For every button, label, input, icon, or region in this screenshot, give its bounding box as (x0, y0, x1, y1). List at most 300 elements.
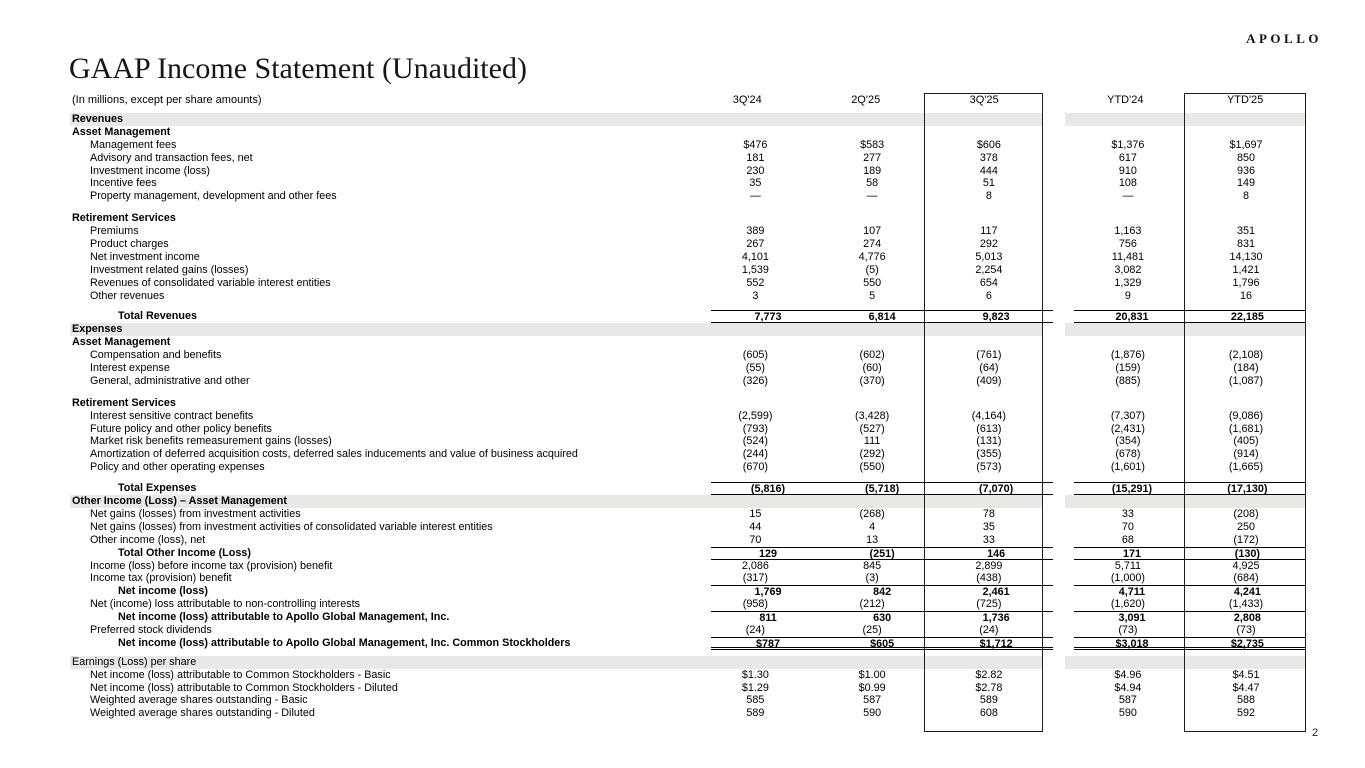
quarter-values-group (697, 177, 1047, 190)
value-cell (806, 113, 924, 126)
column-gap (1053, 547, 1074, 560)
spacer-row (70, 474, 1305, 482)
value-cell: (670) (742, 461, 768, 474)
value-cell: 4 (869, 520, 876, 533)
table-row (70, 682, 1305, 695)
quarter-values-group (697, 598, 1047, 611)
table-row (70, 448, 1305, 461)
value-cell (688, 323, 806, 336)
value-cell: (761) (976, 349, 1002, 362)
value-cell: 4,925 (1232, 559, 1260, 572)
row-label: Interest sensitive contract benefits (90, 409, 254, 422)
ytd-values-group (1074, 585, 1305, 598)
value-cell: 3,091 (1118, 612, 1146, 625)
value-cell: 842 (873, 586, 892, 599)
row-label: Other revenues (90, 289, 165, 302)
value-cell: (130) (1234, 547, 1260, 560)
value-cell: 15 (749, 507, 762, 520)
value-cell: $4.51 (1232, 668, 1260, 681)
value-cell: 3 (752, 289, 759, 302)
value-cell: (244) (742, 448, 768, 461)
table-row (70, 637, 1305, 650)
value-cell (925, 212, 1043, 225)
value-cell (688, 656, 806, 669)
table-row (70, 611, 1305, 624)
value-cell: $2.78 (975, 681, 1003, 694)
value-cell: (958) (742, 598, 768, 611)
value-cell: (354) (1115, 435, 1141, 448)
row-label: Earnings (Loss) per share (70, 656, 688, 669)
row-label: Weighted average shares outstanding - Diluted (90, 707, 315, 720)
quarter-values-group (697, 707, 1047, 720)
ytd-values-group (1069, 448, 1305, 461)
quarter-values-group (697, 521, 1047, 534)
value-cell (925, 336, 1043, 349)
value-cell: (208) (1233, 507, 1259, 520)
value-cell: 44 (749, 520, 762, 533)
value-cell: $1.00 (858, 668, 886, 681)
value-cell: 378 (979, 151, 998, 164)
row-label: Expenses (70, 323, 688, 336)
column-gap (1043, 336, 1065, 349)
page-number: 2 (1312, 727, 1319, 739)
table-row (70, 113, 1305, 126)
value-cell (1065, 113, 1185, 126)
quarter-values-group (697, 534, 1047, 547)
quarter-values-group (697, 461, 1047, 474)
column-gap (1043, 323, 1065, 336)
ytd-values-group (1069, 165, 1305, 178)
column-gap (1047, 264, 1069, 277)
quarter-values-group (697, 410, 1047, 423)
value-cell: 617 (1118, 151, 1137, 164)
table-row (70, 152, 1305, 165)
column-gap (1047, 448, 1069, 461)
value-cell: 2,086 (741, 559, 769, 572)
value-cell: $0.99 (858, 681, 886, 694)
value-cell: 13 (866, 533, 879, 546)
value-cell (1065, 212, 1185, 225)
ytd-values-group (1065, 397, 1305, 410)
value-cell (925, 323, 1043, 336)
value-cell: $1,712 (979, 637, 1013, 650)
column-gap (1053, 585, 1074, 598)
quarter-values-group (697, 448, 1047, 461)
value-cell: (2,431) (1110, 422, 1146, 435)
ytd-values-group (1069, 598, 1305, 611)
row-label: Asset Management (72, 336, 171, 349)
table-row (70, 694, 1305, 707)
column-gap (1047, 375, 1069, 388)
value-cell: 589 (979, 694, 998, 707)
row-label: Retirement Services (72, 212, 176, 225)
ytd-values-group (1069, 461, 1305, 474)
column-gap (1047, 461, 1069, 474)
value-cell (688, 397, 806, 410)
value-cell: $4.47 (1232, 681, 1260, 694)
value-cell: (5,816) (750, 483, 786, 496)
value-cell: (24) (979, 623, 999, 636)
value-cell: 4,776 (858, 250, 886, 263)
table-row (70, 482, 1305, 495)
value-cell (806, 323, 924, 336)
table-row (70, 375, 1305, 388)
value-cell: (3) (865, 572, 879, 585)
column-gap (1047, 238, 1069, 251)
column-gap (1047, 508, 1069, 521)
ytd-values-group (1065, 212, 1305, 225)
ytd-values-group (1069, 423, 1305, 436)
row-label: Asset Management (72, 125, 171, 138)
value-cell (1185, 212, 1305, 225)
ytd-values-group (1074, 482, 1305, 495)
row-label: Net income (loss) attributable to Apollo Global Management, Inc. (118, 611, 450, 624)
column-gap (1053, 310, 1074, 323)
value-cell: (1,620) (1110, 598, 1146, 611)
ytd-columns-group (1065, 94, 1305, 113)
value-cell: 351 (1236, 225, 1255, 238)
quarter-values-group (688, 656, 1043, 669)
value-cell: (7,070) (979, 483, 1014, 496)
units-note: (In millions, except per share amounts) (72, 94, 262, 106)
quarter-values-group (697, 624, 1047, 637)
row-label: Total Revenues (118, 310, 197, 323)
value-cell: (3,428) (855, 409, 890, 422)
column-gap (1047, 707, 1069, 720)
value-cell: (7,307) (1110, 409, 1146, 422)
value-cell: (17,130) (1227, 483, 1268, 496)
column-gap (1047, 669, 1069, 682)
value-cell: (573) (976, 461, 1002, 474)
value-cell: 4,101 (741, 250, 769, 263)
value-cell: 181 (746, 151, 765, 164)
table-row (70, 624, 1305, 637)
value-cell: 608 (979, 707, 998, 720)
table-row (70, 495, 1305, 508)
column-gap (1053, 637, 1074, 650)
value-cell: 230 (746, 164, 765, 177)
value-cell: $2.82 (975, 668, 1003, 681)
row-label: Weighted average shares outstanding - Basic (90, 694, 308, 707)
quarter-values-group (697, 572, 1047, 585)
ytd-values-group (1069, 152, 1305, 165)
table-row (70, 461, 1305, 474)
value-cell (1065, 656, 1185, 669)
value-cell: 910 (1118, 164, 1137, 177)
row-label: Future policy and other policy benefits (90, 422, 272, 435)
quarter-values-group (697, 264, 1047, 277)
value-cell: 811 (759, 612, 777, 625)
row-label: Other income (loss), net (90, 533, 206, 546)
quarter-values-group (697, 508, 1047, 521)
ytd-values-group (1069, 139, 1305, 152)
ytd-values-group (1069, 375, 1305, 388)
table-row (70, 165, 1305, 178)
value-cell (1185, 323, 1305, 336)
row-label: Compensation and benefits (90, 349, 222, 362)
value-cell (925, 397, 1043, 410)
value-cell (1065, 336, 1185, 349)
row-label: Net gains (losses) from investment activities of consolidated variable interest entities (90, 520, 493, 533)
value-cell: (292) (859, 448, 885, 461)
quarter-values-group (711, 637, 1053, 650)
value-cell: 550 (863, 276, 882, 289)
table-row (70, 225, 1305, 238)
row-label: Investment related gains (losses) (90, 263, 249, 276)
value-cell: (172) (1233, 533, 1259, 546)
value-cell: (5,718) (864, 483, 900, 496)
value-cell: (159) (1115, 362, 1141, 375)
value-cell: (527) (859, 422, 885, 435)
value-cell: (73) (1118, 623, 1138, 636)
table-row (70, 177, 1305, 190)
value-cell: (60) (862, 362, 882, 375)
table-row (70, 323, 1305, 336)
value-cell: 756 (1118, 238, 1137, 251)
apollo-logo: APOLLO (1246, 31, 1322, 46)
value-cell: 8 (1242, 190, 1249, 203)
value-cell: (4,164) (971, 409, 1006, 422)
value-cell (1185, 656, 1305, 669)
value-cell: 277 (863, 151, 882, 164)
column-gap (1047, 598, 1069, 611)
row-label: Incentive fees (90, 177, 157, 190)
value-cell: (9,086) (1228, 409, 1264, 422)
value-cell: 146 (987, 547, 1006, 560)
column-header-ytd24: YTD'24 (1107, 94, 1144, 106)
value-cell: $4.94 (1114, 681, 1142, 694)
column-gap (1047, 410, 1069, 423)
value-cell: $476 (743, 138, 768, 151)
ytd-values-group (1065, 656, 1305, 669)
column-gap (1047, 277, 1069, 290)
ytd-values-group (1069, 190, 1305, 203)
column-gap (1043, 94, 1065, 113)
table-row (70, 669, 1305, 682)
column-gap (1047, 290, 1069, 303)
spacer-row (70, 302, 1305, 310)
value-cell: (55) (745, 362, 765, 375)
value-cell: 936 (1236, 164, 1255, 177)
value-cell: 22,185 (1230, 311, 1264, 324)
value-cell: — (866, 190, 878, 203)
ytd-values-group (1069, 238, 1305, 251)
page-title: GAAP Income Statement (Unaudited) (69, 52, 527, 85)
table-row (70, 139, 1305, 152)
value-cell: 845 (863, 559, 882, 572)
value-cell: (613) (976, 422, 1002, 435)
value-cell: 9,823 (982, 311, 1010, 324)
value-cell: 35 (982, 520, 995, 533)
value-cell: (1,681) (1228, 422, 1264, 435)
value-cell (806, 495, 924, 508)
row-label: Product charges (90, 238, 169, 251)
value-cell: 630 (873, 612, 892, 625)
value-cell: (1,087) (1228, 374, 1264, 387)
value-cell (806, 212, 924, 225)
spacer-row (70, 203, 1305, 212)
ytd-values-group (1069, 251, 1305, 264)
value-cell: (370) (859, 374, 885, 387)
ytd-values-group (1069, 508, 1305, 521)
value-cell: 35 (749, 177, 762, 190)
row-label: Preferred stock dividends (90, 623, 212, 636)
value-cell: 267 (746, 238, 765, 251)
value-cell: (131) (976, 435, 1002, 448)
value-cell: $2,735 (1230, 637, 1264, 650)
value-cell: (1,601) (1110, 461, 1146, 474)
column-gap (1043, 212, 1065, 225)
column-gap (1047, 177, 1069, 190)
column-gap (1047, 190, 1069, 203)
ytd-values-group (1069, 624, 1305, 637)
value-cell: — (749, 190, 761, 203)
column-header-2q25: 2Q'25 (851, 94, 881, 106)
value-cell: 111 (863, 435, 881, 448)
value-cell: 58 (866, 177, 879, 190)
row-label: Management fees (90, 138, 177, 151)
row-label: Market risk benefits remeasurement gains (losses) (90, 435, 332, 448)
table-row (70, 585, 1305, 598)
table-row (70, 423, 1305, 436)
quarter-values-group (697, 225, 1047, 238)
ytd-values-group (1074, 547, 1305, 560)
value-cell: 16 (1239, 289, 1252, 302)
value-cell: 2,808 (1233, 612, 1261, 625)
row-label: Net income (loss) (118, 585, 208, 598)
value-cell: 590 (1118, 707, 1137, 720)
ytd-values-group (1069, 572, 1305, 585)
table-row (70, 410, 1305, 423)
table-row (70, 707, 1305, 720)
quarter-values-group (697, 152, 1047, 165)
value-cell: (605) (742, 349, 768, 362)
row-label: Income tax (provision) benefit (90, 572, 232, 585)
value-cell (806, 397, 924, 410)
ytd-values-group (1065, 336, 1305, 349)
table-row (70, 251, 1305, 264)
value-cell: (268) (859, 507, 885, 520)
quarter-values-group (697, 139, 1047, 152)
row-label: Net (income) loss attributable to non-controlling interests (90, 598, 361, 611)
value-cell: 587 (1118, 694, 1137, 707)
value-cell: 831 (1236, 238, 1255, 251)
value-cell (925, 495, 1043, 508)
value-cell (1185, 126, 1305, 139)
quarter-values-group (697, 682, 1047, 695)
row-label: Investment income (loss) (90, 164, 211, 177)
value-cell: 70 (1121, 520, 1134, 533)
ytd-values-group (1074, 637, 1305, 650)
quarter-values-group (688, 323, 1043, 336)
table-row (70, 656, 1305, 669)
value-cell (1065, 126, 1185, 139)
table-row (70, 572, 1305, 585)
table-row (70, 560, 1305, 573)
value-cell: 4,711 (1118, 586, 1146, 599)
quarter-values-group (697, 190, 1047, 203)
value-cell: 654 (979, 276, 998, 289)
value-cell: 292 (979, 238, 998, 251)
quarter-values-group (697, 375, 1047, 388)
table-row (70, 290, 1305, 303)
table-row (70, 397, 1305, 410)
table-row (70, 126, 1305, 139)
column-gap (1043, 495, 1065, 508)
quarter-values-group (688, 397, 1043, 410)
row-label: Total Other Income (Loss) (118, 546, 251, 559)
value-cell: 587 (863, 694, 882, 707)
value-cell: $1.30 (741, 668, 769, 681)
table-row (70, 310, 1305, 323)
table-row (70, 238, 1305, 251)
row-label: Retirement Services (72, 396, 176, 409)
value-cell: 117 (980, 225, 998, 238)
quarter-values-group (697, 290, 1047, 303)
value-cell: (1,665) (1228, 461, 1264, 474)
value-cell (688, 336, 806, 349)
value-cell: (438) (976, 572, 1002, 585)
ytd-values-group (1069, 435, 1305, 448)
value-cell: 3,082 (1114, 263, 1142, 276)
value-cell: 1,421 (1232, 263, 1260, 276)
value-cell: 1,796 (1232, 276, 1260, 289)
value-cell (1065, 323, 1185, 336)
column-gap (1047, 694, 1069, 707)
quarter-values-group (697, 435, 1047, 448)
value-cell (1065, 397, 1185, 410)
table-row (70, 435, 1305, 448)
value-cell: 171 (1122, 547, 1141, 560)
quarter-values-group (688, 495, 1043, 508)
table-row (70, 212, 1305, 225)
table-row (70, 362, 1305, 375)
value-cell: 8 (985, 190, 992, 203)
quarter-values-group (688, 126, 1043, 139)
value-cell: 1,329 (1114, 276, 1142, 289)
column-header-3q25: 3Q'25 (969, 94, 999, 106)
quarter-values-group (711, 310, 1053, 323)
table-row (70, 547, 1305, 560)
quarter-values-group (697, 238, 1047, 251)
value-cell: (1,433) (1228, 598, 1264, 611)
value-cell: 592 (1236, 707, 1255, 720)
value-cell: 149 (1236, 177, 1255, 190)
value-cell (1185, 397, 1305, 410)
table-row (70, 277, 1305, 290)
value-cell: (914) (1233, 448, 1259, 461)
value-cell (1185, 495, 1305, 508)
value-cell: (2,599) (738, 409, 773, 422)
value-cell: 6,814 (868, 311, 896, 324)
income-statement-table (70, 94, 1305, 720)
quarter-values-group (711, 547, 1053, 560)
value-cell: 33 (982, 533, 995, 546)
ytd-values-group (1069, 349, 1305, 362)
column-gap (1047, 165, 1069, 178)
ytd-values-group (1069, 362, 1305, 375)
value-cell: 250 (1236, 520, 1255, 533)
column-gap (1047, 225, 1069, 238)
value-cell (925, 126, 1043, 139)
row-label: Revenues of consolidated variable interest entities (90, 276, 331, 289)
value-cell: 552 (746, 276, 765, 289)
value-cell: $583 (860, 138, 885, 151)
value-cell: 590 (863, 707, 882, 720)
column-gap (1053, 482, 1074, 495)
quarter-columns-group (688, 94, 1043, 113)
value-cell: (725) (976, 598, 1002, 611)
